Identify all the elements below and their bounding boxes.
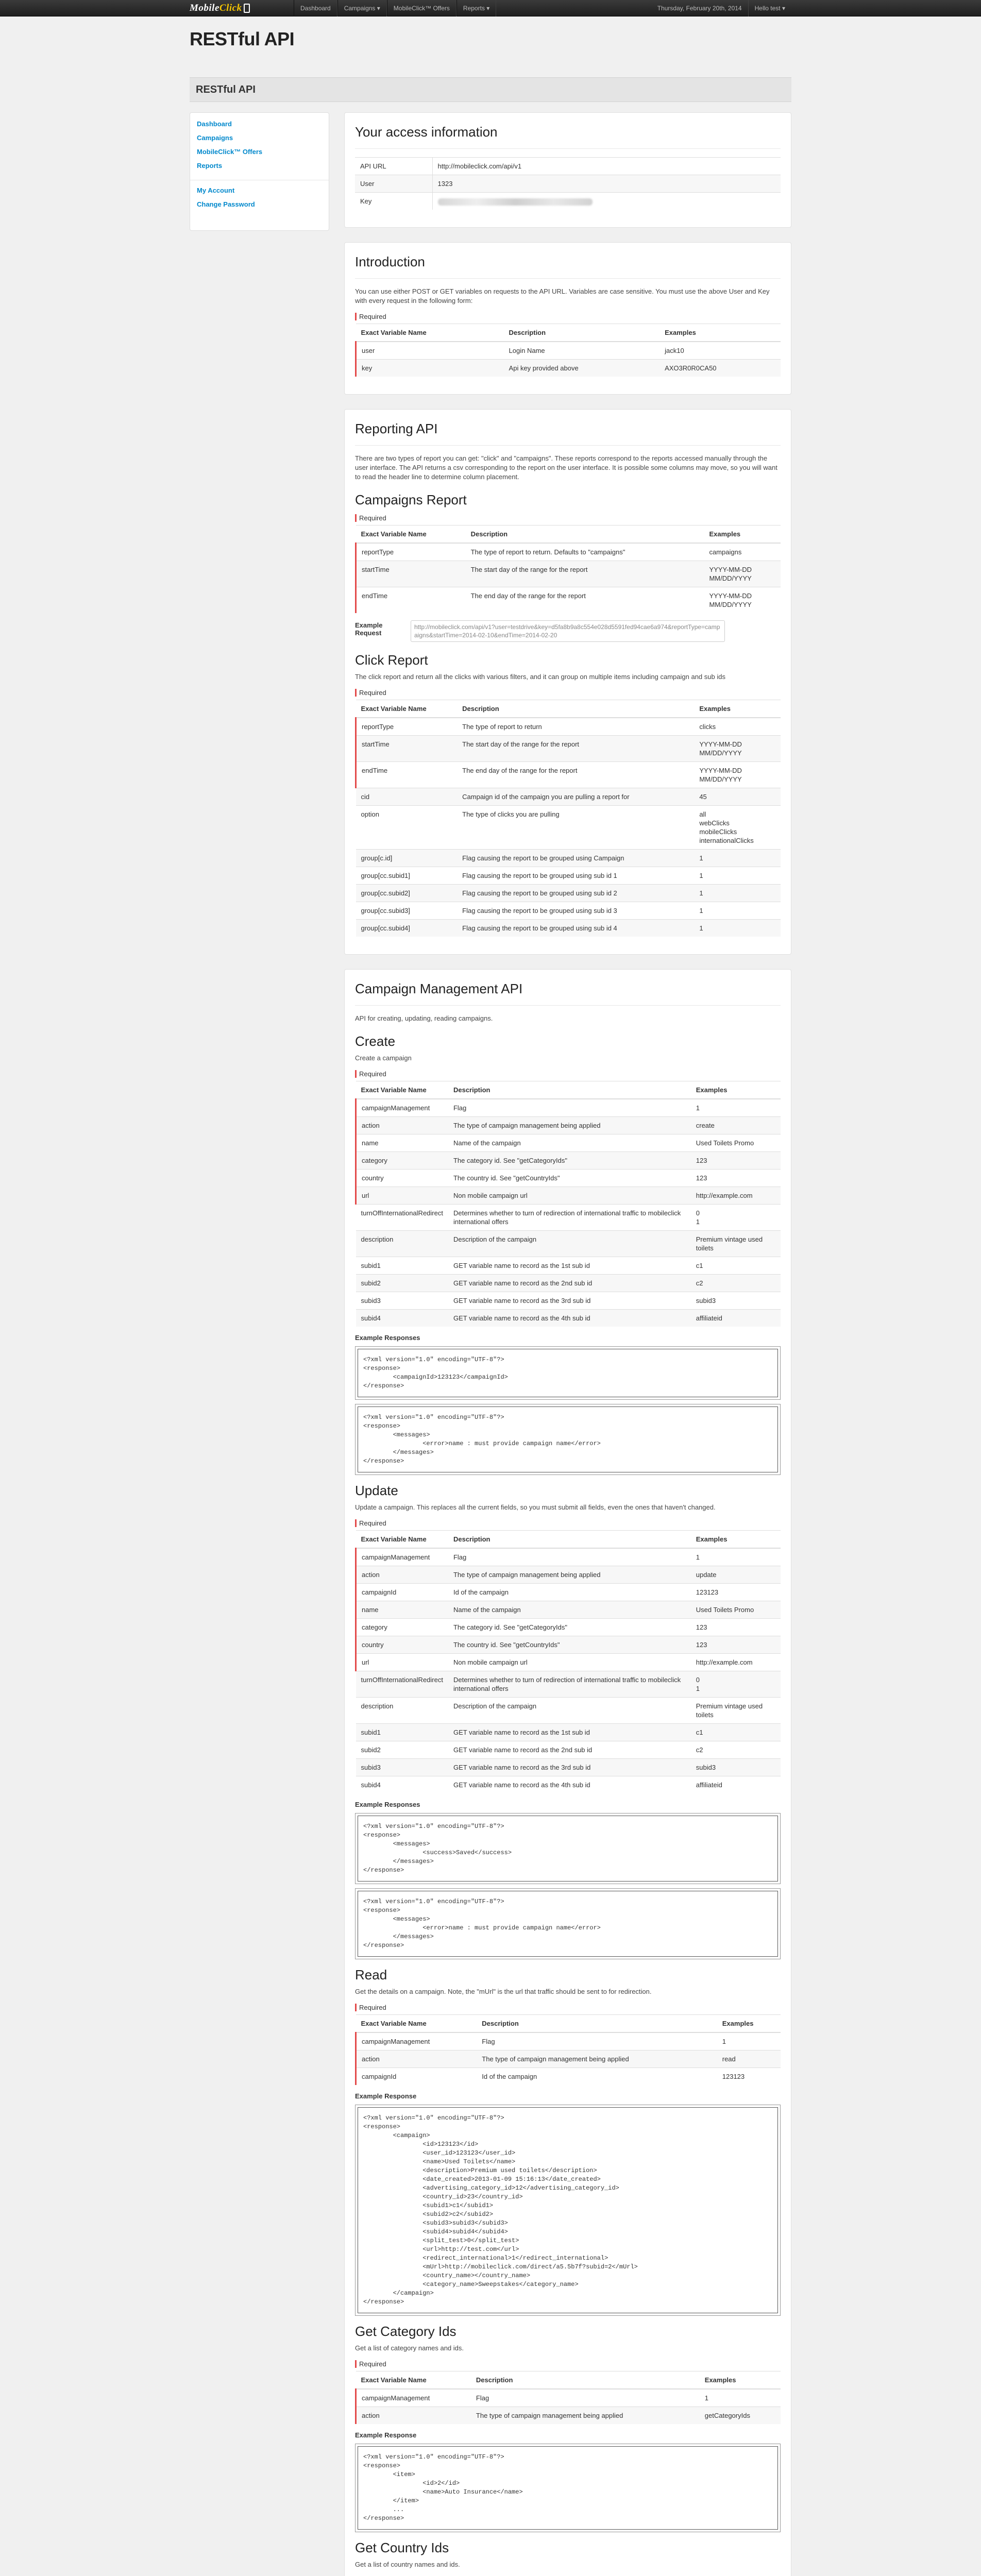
description-cell: Name of the campaign (448, 1134, 691, 1152)
description-cell: Flag causing the report to be grouped using sub id 2 (457, 885, 694, 902)
campaign-api-text: API for creating, updating, reading campaigns. (355, 1014, 493, 1022)
table-row (356, 1187, 781, 1205)
table-row (356, 342, 781, 360)
variable-name-cell: action (356, 2050, 477, 2068)
variable-name-cell: subid3 (356, 1292, 448, 1310)
read-response: <?xml version="1.0" encoding="UTF-8"?> <response> <campaign> <id>123123</id> <user_id>123123</user_id> <name>Used Toilets</name> <description>Premium used toilets</description> <date_created>2013-01-09 15:16:13</date_created> <advertising_category_id>12</advertising_category_id> <country_id>23</country_id> <subid1>c1</subid1> <subid2>c2</subid2> <subid3>subid3</subid3> <subid4>subid4</subid4> <split_test>0</split_test> <url>http://test.com</url> <redirect_international>1</redirect_international> <mUrl>http://mobileclick.com/direct/a5.5b7f?subid=2</mUrl> <country_name></country_name> <category_name>Sweepstakes</category_name> </campaign> </response> (358, 2107, 778, 2313)
description-cell: GET variable name to record as the 3rd sub id (448, 1292, 691, 1310)
get-category-title: Get Category Ids (355, 2324, 456, 2339)
table-row (356, 1601, 781, 1619)
description-cell: The type of clicks you are pulling (457, 806, 694, 850)
click-report-text: The click report and return all the clicks with various filters, and it can group on multiple items including campaign and sub ids (355, 673, 725, 681)
description-cell: Api key provided above (504, 360, 660, 377)
column-header: Examples (694, 700, 781, 718)
table-header-row (356, 1531, 781, 1549)
intro-text: You can use either POST or GET variables on requests to the API URL. Variables are case sensitive. You must use the above User and Key with every request in the following form: (355, 287, 770, 304)
description-cell: The start day of the range for the report (466, 561, 704, 587)
required-label: Required (355, 1519, 386, 1527)
column-header: Examples (700, 2371, 781, 2389)
column-header: Description (471, 2371, 700, 2389)
description-cell: GET variable name to record as the 2nd sub id (448, 1275, 691, 1292)
access-table (355, 157, 781, 210)
description-cell: The end day of the range for the report (457, 762, 694, 788)
column-header: Examples (704, 526, 781, 544)
example-cell: subid3 (691, 1292, 781, 1310)
table-row (356, 1671, 781, 1698)
table-row (356, 736, 781, 762)
description-cell: Id of the campaign (448, 1584, 691, 1601)
description-cell: Flag (448, 1548, 691, 1566)
example-cell: Premium vintage used toilets (691, 1698, 781, 1724)
update-table (355, 1530, 781, 1793)
variable-name-cell: action (356, 1566, 448, 1584)
sidebar-item-reports[interactable]: Reports (197, 162, 223, 170)
variable-name-cell: subid2 (356, 1275, 448, 1292)
table-row (356, 1310, 781, 1327)
variable-name-cell: user (356, 342, 504, 360)
example-cell: http://example.com (691, 1654, 781, 1671)
table-row (356, 1584, 781, 1601)
variable-name-cell: url (356, 1187, 448, 1205)
get-category-table (355, 2371, 781, 2424)
table-row (356, 1741, 781, 1759)
table-row (356, 762, 781, 788)
phone-icon (244, 4, 250, 13)
example-cell: AXO3R0R0CA50 (659, 360, 781, 377)
description-cell: The category id. See "getCategoryIds" (448, 1152, 691, 1170)
description-cell: GET variable name to record as the 3rd sub id (448, 1759, 691, 1776)
read-table (355, 2014, 781, 2085)
example-responses-label: Example Responses (355, 1801, 420, 1808)
description-cell: Non mobile campaign url (448, 1654, 691, 1671)
variable-name-cell: campaignManagement (356, 1548, 448, 1566)
description-cell: The type of campaign management being applied (448, 1117, 691, 1134)
user-value: 1323 (432, 175, 781, 193)
brand-logo[interactable] (190, 2, 250, 14)
get-country-title: Get Country Ids (355, 2540, 449, 2555)
variable-name-cell: country (356, 1170, 448, 1187)
example-cell: c2 (691, 1741, 781, 1759)
example-cell: 123 (691, 1170, 781, 1187)
example-cell: 123 (691, 1152, 781, 1170)
description-cell: Flag (477, 2032, 717, 2050)
column-header: Exact Variable Name (356, 526, 466, 544)
table-row (356, 1724, 781, 1741)
column-header: Exact Variable Name (356, 2371, 471, 2389)
brand-text-2: Click (219, 3, 242, 13)
get-country-text: Get a list of country names and ids. (355, 2561, 460, 2568)
example-cell: 1 (717, 2032, 781, 2050)
required-label: Required (355, 514, 386, 522)
variable-name-cell: category (356, 1152, 448, 1170)
table-row (356, 1205, 781, 1231)
description-cell: The type of campaign management being applied (477, 2050, 717, 2068)
key-label: Key (355, 193, 432, 210)
campaign-api-title: Campaign Management API (355, 981, 781, 1006)
sidebar (190, 112, 329, 231)
table-row (356, 2068, 781, 2086)
example-cell: c2 (691, 1275, 781, 1292)
description-cell: Description of the campaign (448, 1698, 691, 1724)
create-title: Create (355, 1033, 396, 1049)
nav-reports[interactable]: Reports ▾ (456, 0, 496, 16)
table-row (356, 1231, 781, 1257)
example-cell: YYYY-MM-DD MM/DD/YYYY (704, 587, 781, 614)
variable-name-cell: endTime (356, 762, 458, 788)
column-header: Exact Variable Name (356, 1081, 448, 1099)
variable-name-cell: campaignId (356, 1584, 448, 1601)
table-row (356, 806, 781, 850)
table-row (356, 788, 781, 806)
table-row (356, 1619, 781, 1636)
main-content (344, 112, 791, 2576)
table-row (356, 1152, 781, 1170)
example-cell: Used Toilets Promo (691, 1134, 781, 1152)
table-row (356, 2389, 781, 2407)
example-cell: affiliateid (691, 1776, 781, 1794)
example-cell: c1 (691, 1257, 781, 1275)
example-cell: Used Toilets Promo (691, 1601, 781, 1619)
click-report-title: Click Report (355, 652, 428, 668)
column-header: Exact Variable Name (356, 700, 458, 718)
create-table (355, 1081, 781, 1327)
example-cell: c1 (691, 1724, 781, 1741)
variable-name-cell: startTime (356, 736, 458, 762)
description-cell: The country id. See "getCountryIds" (448, 1170, 691, 1187)
required-label: Required (355, 689, 386, 697)
current-date: Thursday, February 20th, 2014 (657, 5, 742, 12)
table-header-row (356, 700, 781, 718)
column-header: Description (504, 324, 660, 342)
variable-name-cell: action (356, 2407, 471, 2425)
column-header: Description (448, 1081, 691, 1099)
variable-name-cell: turnOffInternationalRedirect (356, 1671, 448, 1698)
table-row (356, 2032, 781, 2050)
variable-name-cell: description (356, 1231, 448, 1257)
column-header: Exact Variable Name (356, 1531, 448, 1549)
description-cell: Flag causing the report to be grouped using sub id 3 (457, 902, 694, 920)
table-row (356, 885, 781, 902)
table-row (356, 920, 781, 937)
variable-name-cell: turnOffInternationalRedirect (356, 1205, 448, 1231)
table-row (356, 1170, 781, 1187)
description-cell: Flag causing the report to be grouped using sub id 1 (457, 867, 694, 885)
table-row (356, 1275, 781, 1292)
intro-title: Introduction (355, 254, 781, 279)
user-menu[interactable]: Hello test ▾ (748, 0, 791, 16)
table-row (356, 587, 781, 614)
reporting-text: There are two types of report you can get: "click" and "campaigns". These reports correspond to the reports accessed manually through the user interface. The API returns a csv corresponding to the report on the user interface. It is possible some columns may move, so you will want to read the header line to determine column placement. (355, 454, 777, 481)
table-row (356, 2407, 781, 2425)
example-cell: 0 1 (691, 1671, 781, 1698)
table-row (356, 1759, 781, 1776)
table-row (356, 1134, 781, 1152)
sidebar-item-my-account[interactable]: My Account (197, 187, 235, 194)
table-row (356, 1776, 781, 1794)
user-label: User (355, 175, 432, 193)
nav-campaigns[interactable]: Campaigns ▾ (337, 0, 387, 16)
variable-name-cell: option (356, 806, 458, 850)
read-text: Get the details on a campaign. Note, the "mUrl" is the url that traffic should be sent to for redirection. (355, 1988, 652, 1995)
table-row (355, 175, 781, 193)
top-navbar (0, 0, 981, 16)
variable-name-cell: name (356, 1601, 448, 1619)
get-category-text: Get a list of category names and ids. (355, 2344, 464, 2352)
table-row (356, 1566, 781, 1584)
example-cell: 45 (694, 788, 781, 806)
table-row (356, 543, 781, 561)
description-cell: GET variable name to record as the 4th sub id (448, 1776, 691, 1794)
example-response-label: Example Response (355, 2431, 417, 2439)
description-cell: Flag causing the report to be grouped using Campaign (457, 850, 694, 867)
read-title: Read (355, 1967, 387, 1982)
api-url-value: http://mobileclick.com/api/v1 (432, 158, 781, 175)
variable-name-cell: category (356, 1619, 448, 1636)
variable-name-cell: reportType (356, 718, 458, 736)
reporting-title: Reporting API (355, 421, 781, 446)
description-cell: The type of report to return (457, 718, 694, 736)
description-cell: The type of report to return. Defaults to "campaigns" (466, 543, 704, 561)
nav-dashboard[interactable]: Dashboard (294, 0, 337, 16)
variable-name-cell: name (356, 1134, 448, 1152)
column-header: Description (477, 2015, 717, 2033)
description-cell: Flag (448, 1099, 691, 1117)
variable-name-cell: url (356, 1654, 448, 1671)
variable-name-cell: key (356, 360, 504, 377)
description-cell: The end day of the range for the report (466, 587, 704, 614)
table-row (356, 1548, 781, 1566)
access-title: Your access information (355, 124, 781, 149)
example-cell: getCategoryIds (700, 2407, 781, 2425)
variable-name-cell: description (356, 1698, 448, 1724)
variable-name-cell: endTime (356, 587, 466, 614)
column-header: Exact Variable Name (356, 2015, 477, 2033)
description-cell: GET variable name to record as the 1st sub id (448, 1724, 691, 1741)
variable-name-cell: group[cc.subid4] (356, 920, 458, 937)
example-cell: 1 (694, 885, 781, 902)
reporting-panel (344, 409, 791, 955)
example-cell: 0 1 (691, 1205, 781, 1231)
example-cell: 1 (694, 920, 781, 937)
required-label: Required (355, 313, 386, 320)
sidebar-item-offers[interactable]: MobileClick™ Offers (197, 148, 263, 156)
variable-name-cell: country (356, 1636, 448, 1654)
create-response-error: <?xml version="1.0" encoding="UTF-8"?> <response> <messages> <error>name : must provide campaign name</error> </messages> </response> (358, 1406, 778, 1472)
brand-text-1: Mobile (190, 3, 219, 13)
top-nav (294, 0, 496, 16)
table-row (356, 1636, 781, 1654)
campaigns-report-table (355, 525, 781, 613)
example-cell: create (691, 1117, 781, 1134)
table-row (356, 1099, 781, 1117)
example-cell: 1 (694, 902, 781, 920)
description-cell: GET variable name to record as the 2nd sub id (448, 1741, 691, 1759)
table-row (356, 1117, 781, 1134)
campaign-api-panel (344, 969, 791, 2576)
variable-name-cell: subid3 (356, 1759, 448, 1776)
column-header: Examples (691, 1531, 781, 1549)
example-cell: 123123 (717, 2068, 781, 2086)
variable-name-cell: campaignId (356, 2068, 477, 2086)
description-cell: Id of the campaign (477, 2068, 717, 2086)
column-header: Description (448, 1531, 691, 1549)
required-label: Required (355, 1070, 386, 1078)
nav-offers[interactable]: MobileClick™ Offers (387, 0, 456, 16)
update-title: Update (355, 1483, 398, 1498)
variable-name-cell: campaignManagement (356, 1099, 448, 1117)
description-cell: Non mobile campaign url (448, 1187, 691, 1205)
table-row (356, 1654, 781, 1671)
example-cell: YYYY-MM-DD MM/DD/YYYY (694, 762, 781, 788)
description-cell: The country id. See "getCountryIds" (448, 1636, 691, 1654)
example-cell: subid3 (691, 1759, 781, 1776)
description-cell: The category id. See "getCategoryIds" (448, 1619, 691, 1636)
description-cell: Determines whether to turn of redirection of international traffic to mobileclick international offers (448, 1671, 691, 1698)
description-cell: The type of campaign management being applied (448, 1566, 691, 1584)
api-url-label: API URL (355, 158, 432, 175)
table-row (356, 867, 781, 885)
required-label: Required (355, 2004, 386, 2011)
get-category-response: <?xml version="1.0" encoding="UTF-8"?> <response> <item> <id>2</id> <name>Auto Insurance</name> </item> ... </response> (358, 2446, 778, 2530)
description-cell: GET variable name to record as the 1st sub id (448, 1257, 691, 1275)
table-row (356, 2050, 781, 2068)
table-header-row (356, 1081, 781, 1099)
update-response-error: <?xml version="1.0" encoding="UTF-8"?> <response> <messages> <error>name : must provide campaign name</error> </messages> </response> (358, 1891, 778, 1957)
variable-name-cell: group[cc.subid1] (356, 867, 458, 885)
table-row (356, 850, 781, 867)
description-cell: GET variable name to record as the 4th sub id (448, 1310, 691, 1327)
table-header-row (356, 526, 781, 544)
update-text: Update a campaign. This replaces all the current fields, so you must submit all fields, even the ones that haven't changed. (355, 1503, 716, 1511)
update-response-success: <?xml version="1.0" encoding="UTF-8"?> <response> <messages> <success>Saved</success> </messages> </response> (358, 1816, 778, 1882)
variable-name-cell: group[cc.subid3] (356, 902, 458, 920)
table-row (356, 360, 781, 377)
example-responses-label: Example Responses (355, 1334, 420, 1342)
create-text: Create a campaign (355, 1054, 412, 1062)
example-cell: http://example.com (691, 1187, 781, 1205)
table-row (356, 902, 781, 920)
key-value (432, 193, 781, 210)
variable-name-cell: subid4 (356, 1776, 448, 1794)
example-cell: 123 (691, 1636, 781, 1654)
table-header-row (356, 2015, 781, 2033)
example-cell: 1 (691, 1099, 781, 1117)
example-cell: YYYY-MM-DD MM/DD/YYYY (704, 561, 781, 587)
example-cell: read (717, 2050, 781, 2068)
description-cell: The start day of the range for the report (457, 736, 694, 762)
variable-name-cell: group[c.id] (356, 850, 458, 867)
page-title: RESTful API (190, 28, 295, 49)
example-cell: 1 (691, 1548, 781, 1566)
table-row (356, 1257, 781, 1275)
example-cell: jack10 (659, 342, 781, 360)
variable-name-cell: subid4 (356, 1310, 448, 1327)
description-cell: Determines whether to turn of redirection of international traffic to mobileclick international offers (448, 1205, 691, 1231)
click-report-table (355, 700, 781, 937)
variable-name-cell: subid1 (356, 1724, 448, 1741)
section-header: RESTful API (190, 77, 791, 102)
column-header: Description (457, 700, 694, 718)
table-row (356, 718, 781, 736)
description-cell: Name of the campaign (448, 1601, 691, 1619)
example-cell: campaigns (704, 543, 781, 561)
sidebar-item-change-password[interactable]: Change Password (197, 200, 255, 208)
description-cell: The type of campaign management being applied (471, 2407, 700, 2425)
variable-name-cell: campaignManagement (356, 2389, 471, 2407)
table-row (356, 561, 781, 587)
example-response-label: Example Response (355, 2092, 417, 2100)
sidebar-item-dashboard[interactable]: Dashboard (197, 120, 232, 128)
variable-name-cell: subid2 (356, 1741, 448, 1759)
example-request (355, 620, 781, 642)
description-cell: Flag causing the report to be grouped using sub id 4 (457, 920, 694, 937)
example-cell: 123123 (691, 1584, 781, 1601)
example-cell: clicks (694, 718, 781, 736)
column-header: Description (466, 526, 704, 544)
example-cell: Premium vintage used toilets (691, 1231, 781, 1257)
table-header-row (356, 2371, 781, 2389)
variable-name-cell: cid (356, 788, 458, 806)
variable-name-cell: subid1 (356, 1257, 448, 1275)
example-cell: all webClicks mobileClicks internationalClicks (694, 806, 781, 850)
example-request-url[interactable]: http://mobileclick.com/api/v1?user=testdrive&key=d5fa8b9a8c554e028d5591fed94cae6a974&reportType=campaigns&startTime=2014-02-10&endTime=2014-02-20 (411, 620, 725, 642)
variable-name-cell: startTime (356, 561, 466, 587)
variable-name-cell: action (356, 1117, 448, 1134)
variable-name-cell: campaignManagement (356, 2032, 477, 2050)
sidebar-item-campaigns[interactable]: Campaigns (197, 134, 233, 142)
description-cell: Description of the campaign (448, 1231, 691, 1257)
variable-name-cell: reportType (356, 543, 466, 561)
example-cell: 1 (694, 850, 781, 867)
create-response-success: <?xml version="1.0" encoding="UTF-8"?> <response> <campaignId>123123</campaignId> </response> (358, 1349, 778, 1397)
intro-panel (344, 242, 791, 395)
table-row (356, 1292, 781, 1310)
table-row (355, 158, 781, 175)
intro-table (355, 324, 781, 377)
access-panel (344, 112, 791, 228)
example-cell: affiliateid (691, 1310, 781, 1327)
variable-name-cell: group[cc.subid2] (356, 885, 458, 902)
campaigns-report-title: Campaigns Report (355, 492, 467, 507)
column-header: Examples (717, 2015, 781, 2033)
example-cell: YYYY-MM-DD MM/DD/YYYY (694, 736, 781, 762)
example-cell: 1 (694, 867, 781, 885)
required-label: Required (355, 2360, 386, 2368)
blurred-key (438, 198, 593, 206)
column-header: Exact Variable Name (356, 324, 504, 342)
example-cell: 1 (700, 2389, 781, 2407)
column-header: Examples (691, 1081, 781, 1099)
description-cell: Flag (471, 2389, 700, 2407)
description-cell: Login Name (504, 342, 660, 360)
column-header: Examples (659, 324, 781, 342)
table-header-row (356, 324, 781, 342)
table-row (356, 1698, 781, 1724)
top-right (651, 0, 791, 16)
table-row (355, 193, 781, 210)
example-cell: 123 (691, 1619, 781, 1636)
description-cell: Campaign id of the campaign you are pulling a report for (457, 788, 694, 806)
example-cell: update (691, 1566, 781, 1584)
example-request-label: Example Request (355, 621, 383, 637)
